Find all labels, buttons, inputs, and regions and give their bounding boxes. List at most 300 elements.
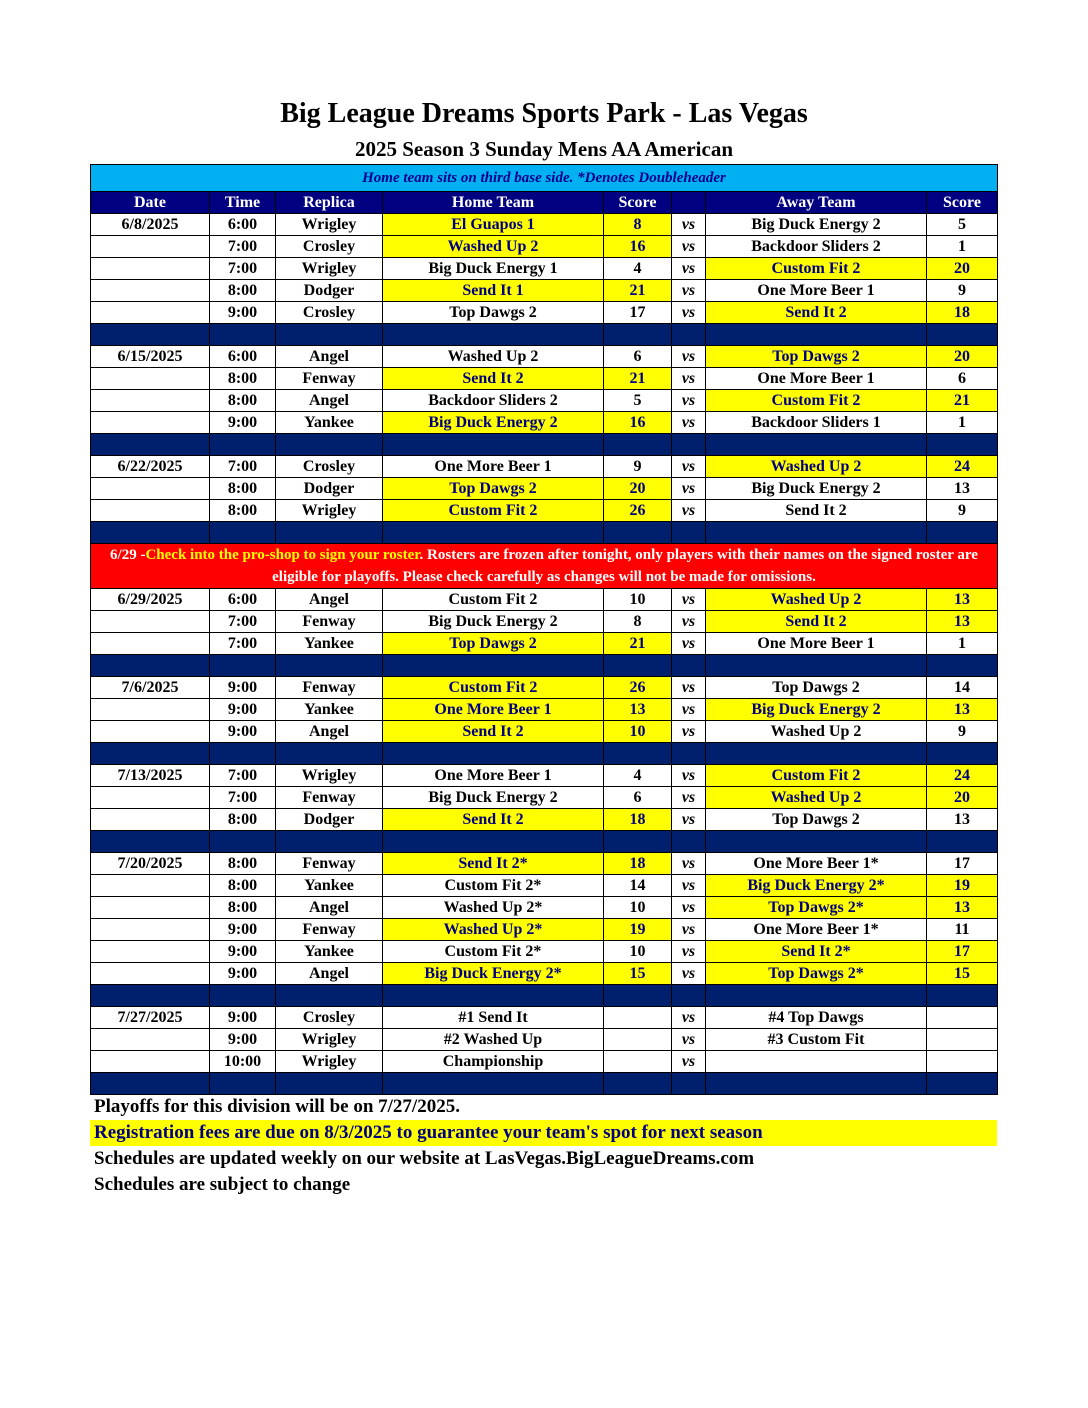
header-row [91, 192, 998, 214]
separator-cell [672, 324, 706, 346]
home-score: 4 [604, 258, 672, 280]
game-row [91, 963, 998, 985]
home-team: Top Dawgs 2 [383, 633, 604, 655]
game-replica-field: Angel [276, 390, 383, 412]
home-score: 21 [604, 368, 672, 390]
vs-label: vs [672, 302, 706, 324]
away-score: 9 [927, 500, 998, 522]
home-score: 6 [604, 346, 672, 368]
game-replica-field: Yankee [276, 875, 383, 897]
home-team: Custom Fit 2 [383, 500, 604, 522]
away-score: 19 [927, 875, 998, 897]
notice-prefix: 6/29 - [110, 547, 146, 563]
away-team: Custom Fit 2 [706, 258, 927, 280]
header-time: Time [210, 192, 276, 214]
separator-cell [276, 324, 383, 346]
home-score [604, 1007, 672, 1029]
vs-label: vs [672, 500, 706, 522]
separator-cell [210, 1073, 276, 1095]
separator-cell [604, 831, 672, 853]
game-row [91, 699, 998, 721]
separator-cell [706, 324, 927, 346]
game-row [91, 765, 998, 787]
home-team: One More Beer 1 [383, 765, 604, 787]
separator-cell [210, 434, 276, 456]
separator-row [91, 831, 998, 853]
page-title: Big League Dreams Sports Park - Las Vegas [280, 98, 808, 129]
away-score: 20 [927, 258, 998, 280]
home-score: 14 [604, 875, 672, 897]
game-row [91, 412, 998, 434]
away-score: 18 [927, 302, 998, 324]
game-row [91, 368, 998, 390]
home-score: 18 [604, 853, 672, 875]
game-row [91, 589, 998, 611]
home-score: 15 [604, 963, 672, 985]
game-replica-field: Crosley [276, 1007, 383, 1029]
game-row [91, 214, 998, 236]
away-team: Top Dawgs 2 [706, 809, 927, 831]
game-row [91, 456, 998, 478]
game-time: 7:00 [210, 787, 276, 809]
home-team: Backdoor Sliders 2 [383, 390, 604, 412]
away-score: 24 [927, 765, 998, 787]
home-team: Big Duck Energy 1 [383, 258, 604, 280]
home-score: 10 [604, 897, 672, 919]
game-replica-field: Fenway [276, 677, 383, 699]
game-replica-field: Wrigley [276, 765, 383, 787]
home-team: Custom Fit 2* [383, 875, 604, 897]
separator-cell [383, 831, 604, 853]
separator-cell [604, 434, 672, 456]
game-row [91, 1051, 998, 1073]
home-score: 16 [604, 236, 672, 258]
game-date: 7/6/2025 [91, 677, 210, 699]
header-home-score: Score [604, 192, 672, 214]
home-team: #1 Send It [383, 1007, 604, 1029]
home-team: One More Beer 1 [383, 456, 604, 478]
separator-cell [91, 522, 210, 544]
away-score: 15 [927, 963, 998, 985]
game-date: 6/22/2025 [91, 456, 210, 478]
home-team: #2 Washed Up [383, 1029, 604, 1051]
away-team: Send It 2 [706, 611, 927, 633]
game-replica-field: Dodger [276, 280, 383, 302]
separator-cell [276, 522, 383, 544]
away-team: Washed Up 2 [706, 589, 927, 611]
home-team: Custom Fit 2* [383, 941, 604, 963]
header-replica: Replica [276, 192, 383, 214]
home-score [604, 1029, 672, 1051]
game-date [91, 699, 210, 721]
separator-cell [276, 985, 383, 1007]
home-team: Send It 2 [383, 809, 604, 831]
separator-cell [672, 655, 706, 677]
game-replica-field: Dodger [276, 809, 383, 831]
away-team: Washed Up 2 [706, 787, 927, 809]
vs-label: vs [672, 963, 706, 985]
home-score [604, 1051, 672, 1073]
separator-cell [927, 655, 998, 677]
game-row [91, 280, 998, 302]
separator-cell [91, 1073, 210, 1095]
info-banner: Home team sits on third base side. *Denotes Doubleheader [91, 165, 998, 192]
separator-cell [91, 985, 210, 1007]
game-date [91, 919, 210, 941]
home-score: 10 [604, 721, 672, 743]
vs-label: vs [672, 456, 706, 478]
away-team: One More Beer 1* [706, 853, 927, 875]
away-score [927, 1007, 998, 1029]
separator-cell [91, 434, 210, 456]
away-team: Big Duck Energy 2 [706, 699, 927, 721]
game-row [91, 236, 998, 258]
website-note: Schedules are updated weekly on our website at LasVegas.BigLeagueDreams.com [94, 1148, 755, 1169]
vs-label: vs [672, 633, 706, 655]
away-team: Top Dawgs 2* [706, 963, 927, 985]
separator-cell [604, 522, 672, 544]
registration-note: Registration fees are due on 8/3/2025 to guarantee your team's spot for next season [90, 1120, 997, 1146]
home-score: 8 [604, 214, 672, 236]
vs-label: vs [672, 236, 706, 258]
separator-cell [604, 1073, 672, 1095]
away-team: One More Beer 1 [706, 368, 927, 390]
game-replica-field: Wrigley [276, 500, 383, 522]
game-time: 8:00 [210, 478, 276, 500]
info-banner-row [91, 165, 998, 192]
game-replica-field: Yankee [276, 699, 383, 721]
separator-cell [210, 324, 276, 346]
separator-cell [383, 985, 604, 1007]
away-score: 17 [927, 941, 998, 963]
game-time: 9:00 [210, 721, 276, 743]
away-team: Send It 2 [706, 302, 927, 324]
game-row [91, 390, 998, 412]
away-team: Washed Up 2 [706, 721, 927, 743]
away-team: Send It 2 [706, 500, 927, 522]
home-score: 10 [604, 589, 672, 611]
vs-label: vs [672, 853, 706, 875]
vs-label: vs [672, 258, 706, 280]
home-score: 10 [604, 941, 672, 963]
game-time: 7:00 [210, 611, 276, 633]
separator-cell [91, 324, 210, 346]
separator-cell [706, 1073, 927, 1095]
header-vs [672, 192, 706, 214]
home-team: Big Duck Energy 2 [383, 611, 604, 633]
game-row [91, 875, 998, 897]
game-time: 9:00 [210, 1007, 276, 1029]
separator-cell [672, 985, 706, 1007]
home-score: 26 [604, 677, 672, 699]
game-replica-field: Yankee [276, 633, 383, 655]
home-score: 13 [604, 699, 672, 721]
game-date: 6/29/2025 [91, 589, 210, 611]
separator-cell [604, 743, 672, 765]
game-time: 7:00 [210, 456, 276, 478]
vs-label: vs [672, 478, 706, 500]
game-time: 7:00 [210, 258, 276, 280]
separator-cell [604, 655, 672, 677]
game-row [91, 677, 998, 699]
home-team: Custom Fit 2 [383, 677, 604, 699]
away-team: #3 Custom Fit [706, 1029, 927, 1051]
separator-cell [383, 743, 604, 765]
game-time: 9:00 [210, 677, 276, 699]
away-score: 24 [927, 456, 998, 478]
vs-label: vs [672, 699, 706, 721]
vs-label: vs [672, 919, 706, 941]
home-score: 21 [604, 633, 672, 655]
game-row [91, 1007, 998, 1029]
separator-row [91, 743, 998, 765]
game-date: 7/27/2025 [91, 1007, 210, 1029]
game-time: 8:00 [210, 875, 276, 897]
game-time: 6:00 [210, 589, 276, 611]
game-date [91, 302, 210, 324]
separator-cell [927, 522, 998, 544]
home-team: Washed Up 2 [383, 236, 604, 258]
away-score: 13 [927, 897, 998, 919]
home-team: Washed Up 2* [383, 897, 604, 919]
game-time: 9:00 [210, 919, 276, 941]
page-subtitle: 2025 Season 3 Sunday Mens AA American [354, 137, 734, 161]
game-time: 8:00 [210, 809, 276, 831]
game-time: 7:00 [210, 765, 276, 787]
separator-cell [91, 655, 210, 677]
game-replica-field: Crosley [276, 456, 383, 478]
roster-notice-row [91, 544, 998, 589]
away-score: 21 [927, 390, 998, 412]
separator-cell [210, 522, 276, 544]
vs-label: vs [672, 1029, 706, 1051]
separator-cell [927, 831, 998, 853]
away-team: Washed Up 2 [706, 456, 927, 478]
home-team: Top Dawgs 2 [383, 478, 604, 500]
game-date [91, 809, 210, 831]
away-team: Top Dawgs 2* [706, 897, 927, 919]
home-team: Send It 2 [383, 368, 604, 390]
separator-cell [927, 743, 998, 765]
game-row [91, 919, 998, 941]
game-date [91, 787, 210, 809]
home-score: 16 [604, 412, 672, 434]
game-time: 8:00 [210, 368, 276, 390]
away-score: 9 [927, 280, 998, 302]
game-date [91, 236, 210, 258]
away-score: 17 [927, 853, 998, 875]
vs-label: vs [672, 677, 706, 699]
game-row [91, 478, 998, 500]
away-team: Custom Fit 2 [706, 765, 927, 787]
vs-label: vs [672, 787, 706, 809]
game-time: 8:00 [210, 390, 276, 412]
away-team: #4 Top Dawgs [706, 1007, 927, 1029]
game-time: 9:00 [210, 941, 276, 963]
separator-cell [672, 522, 706, 544]
home-score: 8 [604, 611, 672, 633]
game-replica-field: Wrigley [276, 1051, 383, 1073]
home-score: 18 [604, 809, 672, 831]
game-time: 8:00 [210, 280, 276, 302]
game-time: 8:00 [210, 897, 276, 919]
separator-cell [706, 831, 927, 853]
separator-cell [276, 434, 383, 456]
home-score: 17 [604, 302, 672, 324]
game-date [91, 1051, 210, 1073]
away-score: 9 [927, 721, 998, 743]
separator-cell [91, 831, 210, 853]
game-date: 6/15/2025 [91, 346, 210, 368]
game-replica-field: Angel [276, 897, 383, 919]
home-score: 19 [604, 919, 672, 941]
game-replica-field: Angel [276, 589, 383, 611]
separator-cell [672, 1073, 706, 1095]
roster-notice [91, 544, 998, 589]
home-team: Championship [383, 1051, 604, 1073]
away-team: One More Beer 1* [706, 919, 927, 941]
game-time: 7:00 [210, 633, 276, 655]
vs-label: vs [672, 346, 706, 368]
game-row [91, 721, 998, 743]
game-row [91, 941, 998, 963]
game-date [91, 368, 210, 390]
vs-label: vs [672, 412, 706, 434]
away-team: Backdoor Sliders 2 [706, 236, 927, 258]
vs-label: vs [672, 875, 706, 897]
separator-cell [706, 434, 927, 456]
game-time: 6:00 [210, 346, 276, 368]
game-time: 9:00 [210, 412, 276, 434]
away-team: One More Beer 1 [706, 633, 927, 655]
away-score: 1 [927, 412, 998, 434]
game-date [91, 280, 210, 302]
header-away-team: Away Team [706, 192, 927, 214]
separator-row [91, 522, 998, 544]
game-date [91, 500, 210, 522]
game-date [91, 390, 210, 412]
separator-cell [706, 743, 927, 765]
separator-cell [604, 324, 672, 346]
game-date: 7/13/2025 [91, 765, 210, 787]
game-replica-field: Crosley [276, 302, 383, 324]
home-team: Big Duck Energy 2* [383, 963, 604, 985]
away-score: 13 [927, 589, 998, 611]
separator-cell [383, 1073, 604, 1095]
game-date [91, 721, 210, 743]
game-replica-field: Crosley [276, 236, 383, 258]
game-row [91, 809, 998, 831]
game-replica-field: Dodger [276, 478, 383, 500]
away-score: 13 [927, 478, 998, 500]
vs-label: vs [672, 809, 706, 831]
away-score: 5 [927, 214, 998, 236]
header-date: Date [91, 192, 210, 214]
vs-label: vs [672, 611, 706, 633]
game-row [91, 611, 998, 633]
home-score: 5 [604, 390, 672, 412]
game-row [91, 897, 998, 919]
away-team: Top Dawgs 2 [706, 346, 927, 368]
vs-label: vs [672, 390, 706, 412]
game-time: 8:00 [210, 500, 276, 522]
away-score: 6 [927, 368, 998, 390]
game-replica-field: Angel [276, 963, 383, 985]
game-date: 7/20/2025 [91, 853, 210, 875]
game-replica-field: Fenway [276, 611, 383, 633]
away-score: 13 [927, 611, 998, 633]
home-team: Washed Up 2* [383, 919, 604, 941]
game-time: 9:00 [210, 302, 276, 324]
away-team: Send It 2* [706, 941, 927, 963]
separator-cell [927, 434, 998, 456]
game-date [91, 897, 210, 919]
home-team: Send It 2* [383, 853, 604, 875]
vs-label: vs [672, 1051, 706, 1073]
game-replica-field: Angel [276, 721, 383, 743]
separator-row [91, 434, 998, 456]
notice-rest: . Rosters are frozen after tonight, only players with their names on the signed roster are eligible for playoffs. Please check carefully as changes will not be made for omissions. [272, 547, 978, 585]
home-team: Top Dawgs 2 [383, 302, 604, 324]
away-score: 11 [927, 919, 998, 941]
separator-row [91, 985, 998, 1007]
separator-cell [927, 985, 998, 1007]
home-team: Big Duck Energy 2 [383, 412, 604, 434]
schedule-table [90, 164, 998, 1095]
game-date [91, 875, 210, 897]
home-team: Send It 2 [383, 721, 604, 743]
game-row [91, 633, 998, 655]
separator-cell [927, 324, 998, 346]
change-note: Schedules are subject to change [94, 1174, 351, 1195]
game-date [91, 941, 210, 963]
separator-cell [210, 985, 276, 1007]
away-score: 1 [927, 633, 998, 655]
game-replica-field: Fenway [276, 853, 383, 875]
game-replica-field: Fenway [276, 787, 383, 809]
separator-cell [706, 985, 927, 1007]
header-away-score: Score [927, 192, 998, 214]
vs-label: vs [672, 589, 706, 611]
separator-cell [383, 522, 604, 544]
separator-cell [604, 985, 672, 1007]
separator-cell [210, 743, 276, 765]
away-score: 14 [927, 677, 998, 699]
home-score: 4 [604, 765, 672, 787]
game-date [91, 633, 210, 655]
home-score: 9 [604, 456, 672, 478]
game-date [91, 412, 210, 434]
separator-cell [276, 831, 383, 853]
away-team: Big Duck Energy 2* [706, 875, 927, 897]
away-team: One More Beer 1 [706, 280, 927, 302]
separator-row [91, 1073, 998, 1095]
home-team: Custom Fit 2 [383, 589, 604, 611]
game-replica-field: Wrigley [276, 258, 383, 280]
vs-label: vs [672, 368, 706, 390]
separator-cell [276, 743, 383, 765]
game-time: 9:00 [210, 963, 276, 985]
game-row [91, 346, 998, 368]
vs-label: vs [672, 941, 706, 963]
home-team: One More Beer 1 [383, 699, 604, 721]
home-score: 21 [604, 280, 672, 302]
home-team: Big Duck Energy 2 [383, 787, 604, 809]
away-score: 13 [927, 809, 998, 831]
away-score: 20 [927, 787, 998, 809]
game-row [91, 787, 998, 809]
game-replica-field: Yankee [276, 412, 383, 434]
